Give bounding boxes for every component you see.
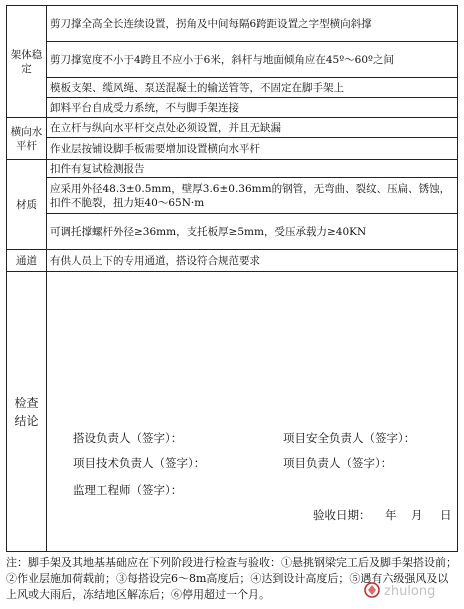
check-item: 卸料平台自成受力系统，不与脚手架连接 <box>47 98 458 118</box>
category-conclusion: 检查结论 <box>7 272 47 552</box>
safety-lead-signature[interactable]: 项目安全负责人（签字）： <box>283 431 416 445</box>
date-month[interactable]: 月 <box>411 508 423 522</box>
check-item: 扣件有复试检测报告 <box>47 160 458 178</box>
table-row <box>7 178 458 214</box>
acceptance-date-label: 验收日期： <box>313 508 371 522</box>
category-frame-stability: 架体稳定 <box>7 6 47 118</box>
check-item: 剪刀撑全高全长连续设置，拐角及中间每隔6跨距设置之字型横向斜撑 <box>47 6 458 42</box>
project-manager-signature[interactable]: 项目负责人（签字）： <box>283 456 393 470</box>
check-item: 作业层按铺设脚手板需要增加设置横向水平杆 <box>47 138 458 160</box>
inspection-note: 注：脚手架及其地基基础应在下列阶段进行检查与验收：①悬挑钢梁完工后及脚手架搭设前；②作业层施加荷载前；③每搭设完6～8m高度后；④达到设计高度后；⑤遇有六级强风及以上风或大雨后，冻结地区解冻后；⑥停用超过一个月。 <box>6 556 457 601</box>
check-item: 应采用外径48.3±0.5mm，壁厚3.6±0.36mm的钢管，无弯曲、裂纹、压扁、锈蚀，扣件不脆裂，扭力矩40～65N·m <box>47 178 458 214</box>
check-item: 在立杆与纵向水平杆交点处必须设置，并且无缺漏 <box>47 118 458 138</box>
table-row <box>7 98 458 118</box>
table-row <box>7 250 458 272</box>
supervisor-signature[interactable]: 监理工程师（签字）： <box>73 483 183 497</box>
check-item: 剪刀撑宽度不小于4跨且不应小于6米，斜杆与地面倾角应在45º～60º之间 <box>47 42 458 78</box>
table-row <box>7 138 458 160</box>
conclusion-cell <box>47 272 458 552</box>
table-row <box>7 118 458 138</box>
date-day[interactable]: 日 <box>440 508 452 522</box>
conclusion-row <box>7 272 458 552</box>
inspection-table <box>6 5 458 552</box>
check-item: 可调托撑螺杆外径≥36mm，支托板厚≥5mm，受压承载力≥40KN <box>47 214 458 250</box>
date-year[interactable]: 年 <box>385 508 397 522</box>
table-row <box>7 160 458 178</box>
category-transverse-bar: 横向水平杆 <box>7 118 47 160</box>
signature-area <box>47 272 457 532</box>
category-material: 材质 <box>7 160 47 250</box>
category-passage: 通道 <box>7 250 47 272</box>
erector-signature[interactable]: 搭设负责人（签字）： <box>73 431 183 445</box>
watermark-logo <box>362 570 458 606</box>
svg-text:zhulong: zhulong <box>384 584 436 599</box>
tech-lead-signature[interactable]: 项目技术负责人（签字）： <box>73 456 206 470</box>
check-item: 有供人员上下的专用通道，搭设符合规范要求 <box>47 250 458 272</box>
check-item: 模板支架、缆风绳、泵送混凝土的输送管等，不固定在脚手架上 <box>47 78 458 98</box>
table-row <box>7 78 458 98</box>
table-row <box>7 6 458 42</box>
table-row <box>7 42 458 78</box>
table-row <box>7 214 458 250</box>
